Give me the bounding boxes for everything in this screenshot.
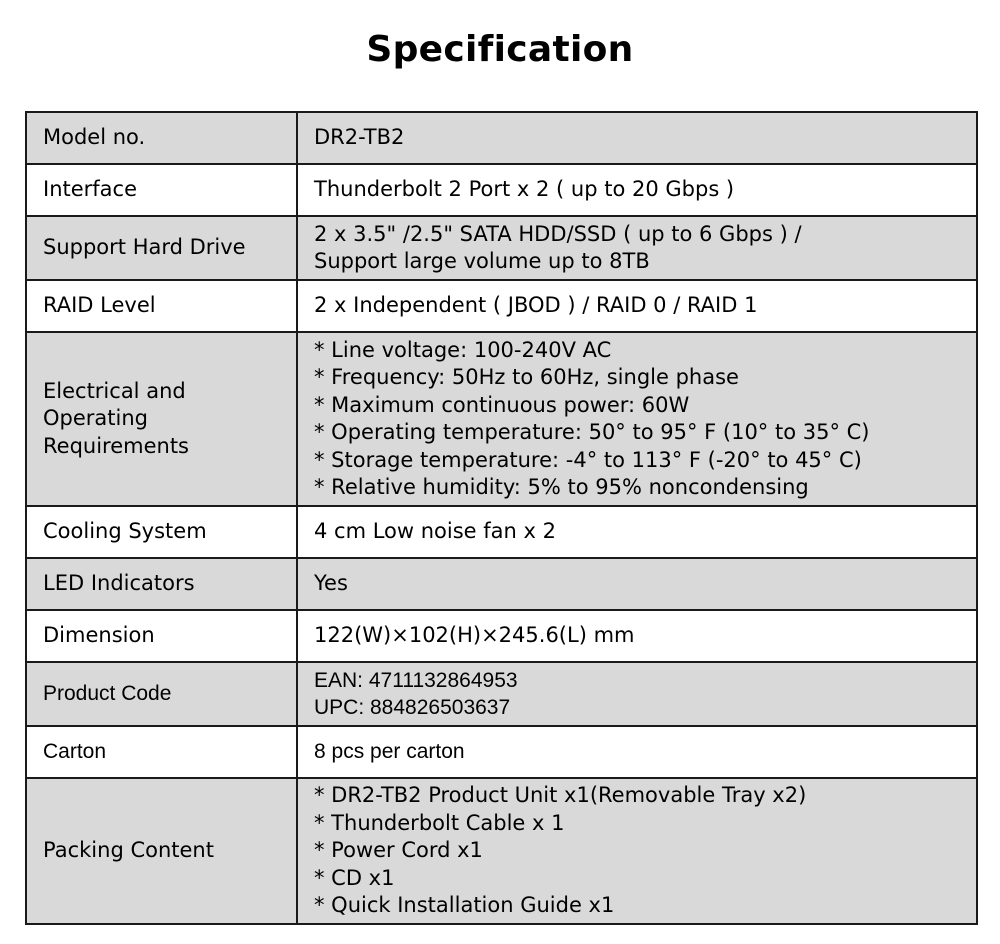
row-value <box>297 610 977 662</box>
table-row-packing-content <box>26 778 977 924</box>
table-row-dimension <box>26 610 977 662</box>
value-line: 2 x Independent ( JBOD ) / RAID 0 / RAID 1 <box>314 293 758 318</box>
value-line: EAN: 4711132864953 <box>314 668 518 692</box>
row-value <box>297 280 977 332</box>
value-line: 8 pcs per carton <box>314 740 465 764</box>
value-line: * Power Cord x1 <box>314 838 483 863</box>
label-line: Operating <box>43 406 148 431</box>
value-line: * CD x1 <box>314 865 395 890</box>
row-value <box>297 506 977 558</box>
row-label: Carton <box>26 726 297 778</box>
table-row-model <box>26 112 977 164</box>
table-row-raid-level <box>26 280 977 332</box>
value-line: * Relative humidity: 5% to 95% noncondensing <box>314 475 809 499</box>
row-value <box>297 778 977 924</box>
row-label: Cooling System <box>26 506 297 558</box>
row-label: Model no. <box>26 112 297 164</box>
row-label: Support Hard Drive <box>26 216 297 280</box>
row-label: LED Indicators <box>26 558 297 610</box>
table-row-carton <box>26 726 977 778</box>
row-value <box>297 726 977 778</box>
row-value <box>297 216 977 280</box>
value-line: 122(W)×102(H)×245.6(L) mm <box>314 623 635 648</box>
row-label <box>26 332 297 506</box>
row-value <box>297 662 977 726</box>
value-line: Yes <box>314 571 348 596</box>
row-label: Interface <box>26 164 297 216</box>
row-label: Dimension <box>26 610 297 662</box>
table-row-cooling-system <box>26 506 977 558</box>
table-row-electrical <box>26 332 977 506</box>
value-line: * Operating temperature: 50° to 95° F (10° to 35° C) <box>314 420 870 444</box>
value-line: * Thunderbolt Cable x 1 <box>314 810 565 835</box>
row-label: RAID Level <box>26 280 297 332</box>
table-row-interface <box>26 164 977 216</box>
page-title: Specification <box>366 29 634 70</box>
value-line: Thunderbolt 2 Port x 2 ( up to 20 Gbps ) <box>314 177 735 202</box>
value-line: Support large volume up to 8TB <box>314 249 650 273</box>
row-value <box>297 164 977 216</box>
specification-table <box>25 111 978 925</box>
value-line: * Maximum continuous power: 60W <box>314 392 690 417</box>
row-label: Product Code <box>26 662 297 726</box>
table-row-support-hard-drive <box>26 216 977 280</box>
value-line: * Quick Installation Guide x1 <box>314 893 615 918</box>
label-line: Electrical and <box>43 378 186 403</box>
table-row-product-code <box>26 662 977 726</box>
table-row-led-indicators <box>26 558 977 610</box>
row-value <box>297 332 977 506</box>
value-line: 4 cm Low noise fan x 2 <box>314 519 556 544</box>
value-line: * Line voltage: 100-240V AC <box>314 337 612 362</box>
value-line: DR2-TB2 <box>314 125 405 150</box>
value-line: 2 x 3.5" /2.5" SATA HDD/SSD ( up to 6 Gbps ) / <box>314 221 802 246</box>
label-line: Requirements <box>43 433 189 458</box>
row-value <box>297 558 977 610</box>
value-line: * Frequency: 50Hz to 60Hz, single phase <box>314 365 739 389</box>
value-line: * Storage temperature: -4° to 113° F (-20° to 45° C) <box>314 447 862 472</box>
row-value <box>297 112 977 164</box>
row-label: Packing Content <box>26 778 297 924</box>
value-line: UPC: 884826503637 <box>314 696 511 719</box>
value-line: * DR2-TB2 Product Unit x1(Removable Tray x2) <box>314 783 807 808</box>
